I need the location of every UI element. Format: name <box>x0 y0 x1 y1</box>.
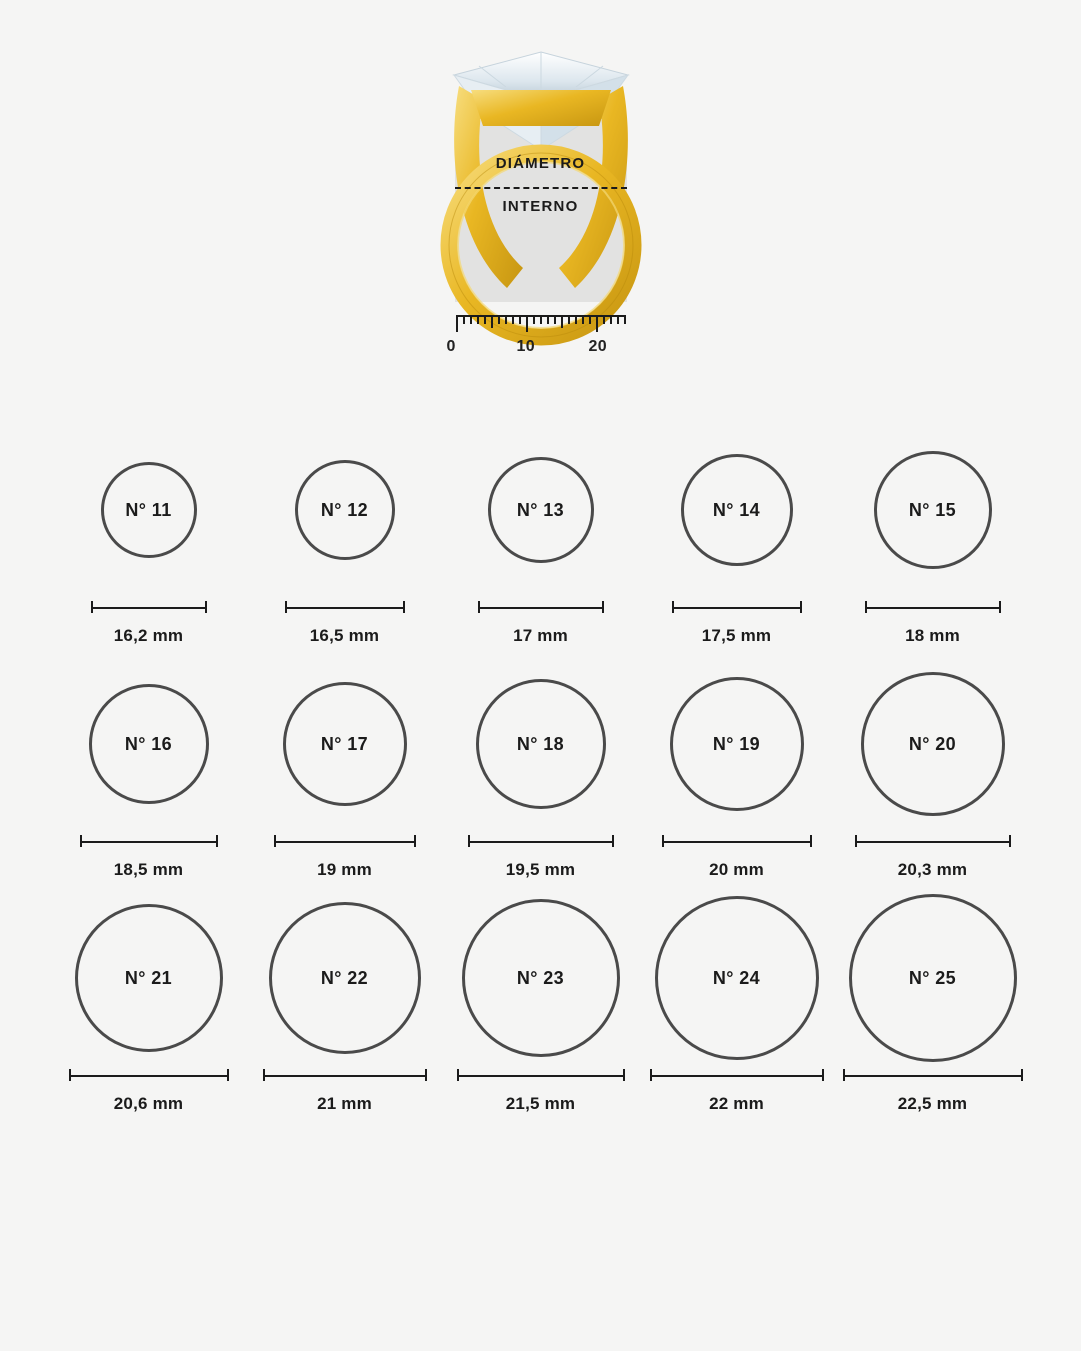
ring-size-label: N° 13 <box>516 499 565 520</box>
ring-size-label: N° 12 <box>320 499 369 520</box>
diameter-measure-bar <box>672 600 802 614</box>
ruler-ticks <box>455 315 627 337</box>
measure-bar-line <box>457 1069 625 1081</box>
measure-bar-line <box>263 1069 427 1081</box>
ring-size-circle <box>488 457 594 563</box>
ring-size-circle <box>476 679 606 809</box>
ring-size-cell[interactable] <box>639 430 835 646</box>
ring-size-mm-label: 20,6 mm <box>113 1094 184 1113</box>
ring-size-mm-label: 19 mm <box>317 860 372 879</box>
diameter-measure-bar <box>843 1068 1023 1082</box>
ring-size-cell[interactable] <box>443 430 639 646</box>
ring-circle-area <box>849 898 1017 1058</box>
ring-circle-area <box>295 430 395 590</box>
diameter-measure-bar <box>855 834 1011 848</box>
diameter-measure-bar <box>650 1068 824 1082</box>
diameter-measure-bar <box>263 1068 427 1082</box>
ring-size-row <box>0 898 1081 1114</box>
ring-size-grid <box>0 430 1081 1132</box>
ring-size-cell[interactable] <box>247 664 443 880</box>
measure-bar-line <box>468 835 614 847</box>
ring-circle-area <box>75 898 223 1058</box>
measure-bar-line <box>662 835 812 847</box>
measure-bar-line <box>478 601 604 613</box>
ring-circle-area <box>269 898 421 1058</box>
ring-size-circle <box>295 460 395 560</box>
ring-size-cell[interactable] <box>247 898 443 1114</box>
ring-size-mm-label: 17 mm <box>513 626 568 645</box>
ring-size-cell[interactable] <box>639 898 835 1114</box>
measure-bar-line <box>855 835 1011 847</box>
ring-size-label: N° 22 <box>320 967 369 988</box>
diameter-measure-bar <box>457 1068 625 1082</box>
ring-size-mm-label: 20,3 mm <box>897 860 968 879</box>
diameter-label-line2: INTERNO <box>502 198 579 215</box>
ring-size-cell[interactable] <box>835 898 1031 1114</box>
ring-size-cell[interactable] <box>443 664 639 880</box>
ring-size-circle <box>655 896 819 1060</box>
diameter-measure-bar <box>865 600 1001 614</box>
ring-circle-area <box>874 430 992 590</box>
ring-size-cell[interactable] <box>835 664 1031 880</box>
ring-diagram-hero <box>0 0 1081 430</box>
diameter-label-line1: DIÁMETRO <box>495 155 586 172</box>
measure-bar-line <box>80 835 218 847</box>
ring-size-circle <box>283 682 407 806</box>
ring-size-cell[interactable] <box>443 898 639 1114</box>
ring-size-label: N° 17 <box>320 733 369 754</box>
ring-size-label: N° 16 <box>124 733 173 754</box>
ring-size-mm-label: 21 mm <box>317 1094 372 1113</box>
ruler-label-20: 20 <box>588 338 607 355</box>
ring-size-label: N° 25 <box>908 967 957 988</box>
ring-size-mm-label: 18,5 mm <box>113 860 184 879</box>
ruler-label-0: 0 <box>446 338 456 355</box>
ring-size-label: N° 23 <box>516 967 565 988</box>
ring-size-circle <box>670 677 804 811</box>
ring-size-label: N° 24 <box>712 967 761 988</box>
measure-bar-line <box>672 601 802 613</box>
ring-size-label: N° 11 <box>125 499 172 520</box>
ring-size-cell[interactable] <box>51 898 247 1114</box>
ring-size-cell[interactable] <box>639 664 835 880</box>
ring-size-label: N° 15 <box>908 499 957 520</box>
ring-size-circle <box>874 451 992 569</box>
ring-circle-area <box>283 664 407 824</box>
diameter-measure-bar <box>80 834 218 848</box>
ring-size-mm-label: 16,5 mm <box>309 626 380 645</box>
ring-size-circle <box>269 902 421 1054</box>
ring-size-cell[interactable] <box>51 664 247 880</box>
diameter-measure-bar <box>91 600 207 614</box>
ruler-labels <box>441 338 641 360</box>
ring-size-circle <box>849 894 1017 1062</box>
ring-size-circle <box>101 462 197 558</box>
ring-circle-area <box>488 430 594 590</box>
ruler-ticks-svg <box>455 315 627 337</box>
ring-size-label: N° 21 <box>124 967 173 988</box>
diameter-measure-bar <box>478 600 604 614</box>
ring-size-cell[interactable] <box>51 430 247 646</box>
ring-size-label: N° 14 <box>712 499 761 520</box>
measure-bar-line <box>91 601 207 613</box>
measure-bar-line <box>69 1069 229 1081</box>
ring-size-circle <box>75 904 223 1052</box>
ring-size-mm-label: 19,5 mm <box>505 860 576 879</box>
ring-size-circle <box>861 672 1005 816</box>
ring-size-label: N° 19 <box>712 733 761 754</box>
measure-bar-line <box>650 1069 824 1081</box>
ring-size-mm-label: 18 mm <box>905 626 960 645</box>
diameter-measure-bar <box>662 834 812 848</box>
ring-size-circle <box>89 684 209 804</box>
ring-size-mm-label: 20 mm <box>709 860 764 879</box>
diameter-measure-bar <box>274 834 416 848</box>
ring-circle-area <box>861 664 1005 824</box>
measure-bar-line <box>843 1069 1023 1081</box>
ring-circle-area <box>476 664 606 824</box>
ruler-label-10: 10 <box>516 338 535 355</box>
ring-size-circle <box>681 454 793 566</box>
ring-circle-area <box>89 664 209 824</box>
measure-bar-line <box>865 601 1001 613</box>
ring-circle-area <box>670 664 804 824</box>
measure-bar-line <box>274 835 416 847</box>
ring-size-mm-label: 21,5 mm <box>505 1094 576 1113</box>
ring-circle-area <box>101 430 197 590</box>
ring-size-label: N° 20 <box>908 733 957 754</box>
diameter-measure-bar <box>285 600 405 614</box>
diameter-measure-bar <box>69 1068 229 1082</box>
ring-circle-area <box>655 898 819 1058</box>
ring-size-cell[interactable] <box>835 430 1031 646</box>
ring-size-mm-label: 17,5 mm <box>701 626 772 645</box>
ring-circle-area <box>462 898 620 1058</box>
measure-bar-line <box>285 601 405 613</box>
ring-size-mm-label: 22,5 mm <box>897 1094 968 1113</box>
ring-size-row <box>0 430 1081 646</box>
ring-circle-area <box>681 430 793 590</box>
ring-size-circle <box>462 899 620 1057</box>
diameter-measure-bar <box>468 834 614 848</box>
ring-size-label: N° 18 <box>516 733 565 754</box>
ring-size-cell[interactable] <box>247 430 443 646</box>
ring-size-mm-label: 22 mm <box>709 1094 764 1113</box>
ring-size-mm-label: 16,2 mm <box>113 626 184 645</box>
ring-size-row <box>0 664 1081 880</box>
diameter-dashed-line <box>455 187 627 189</box>
